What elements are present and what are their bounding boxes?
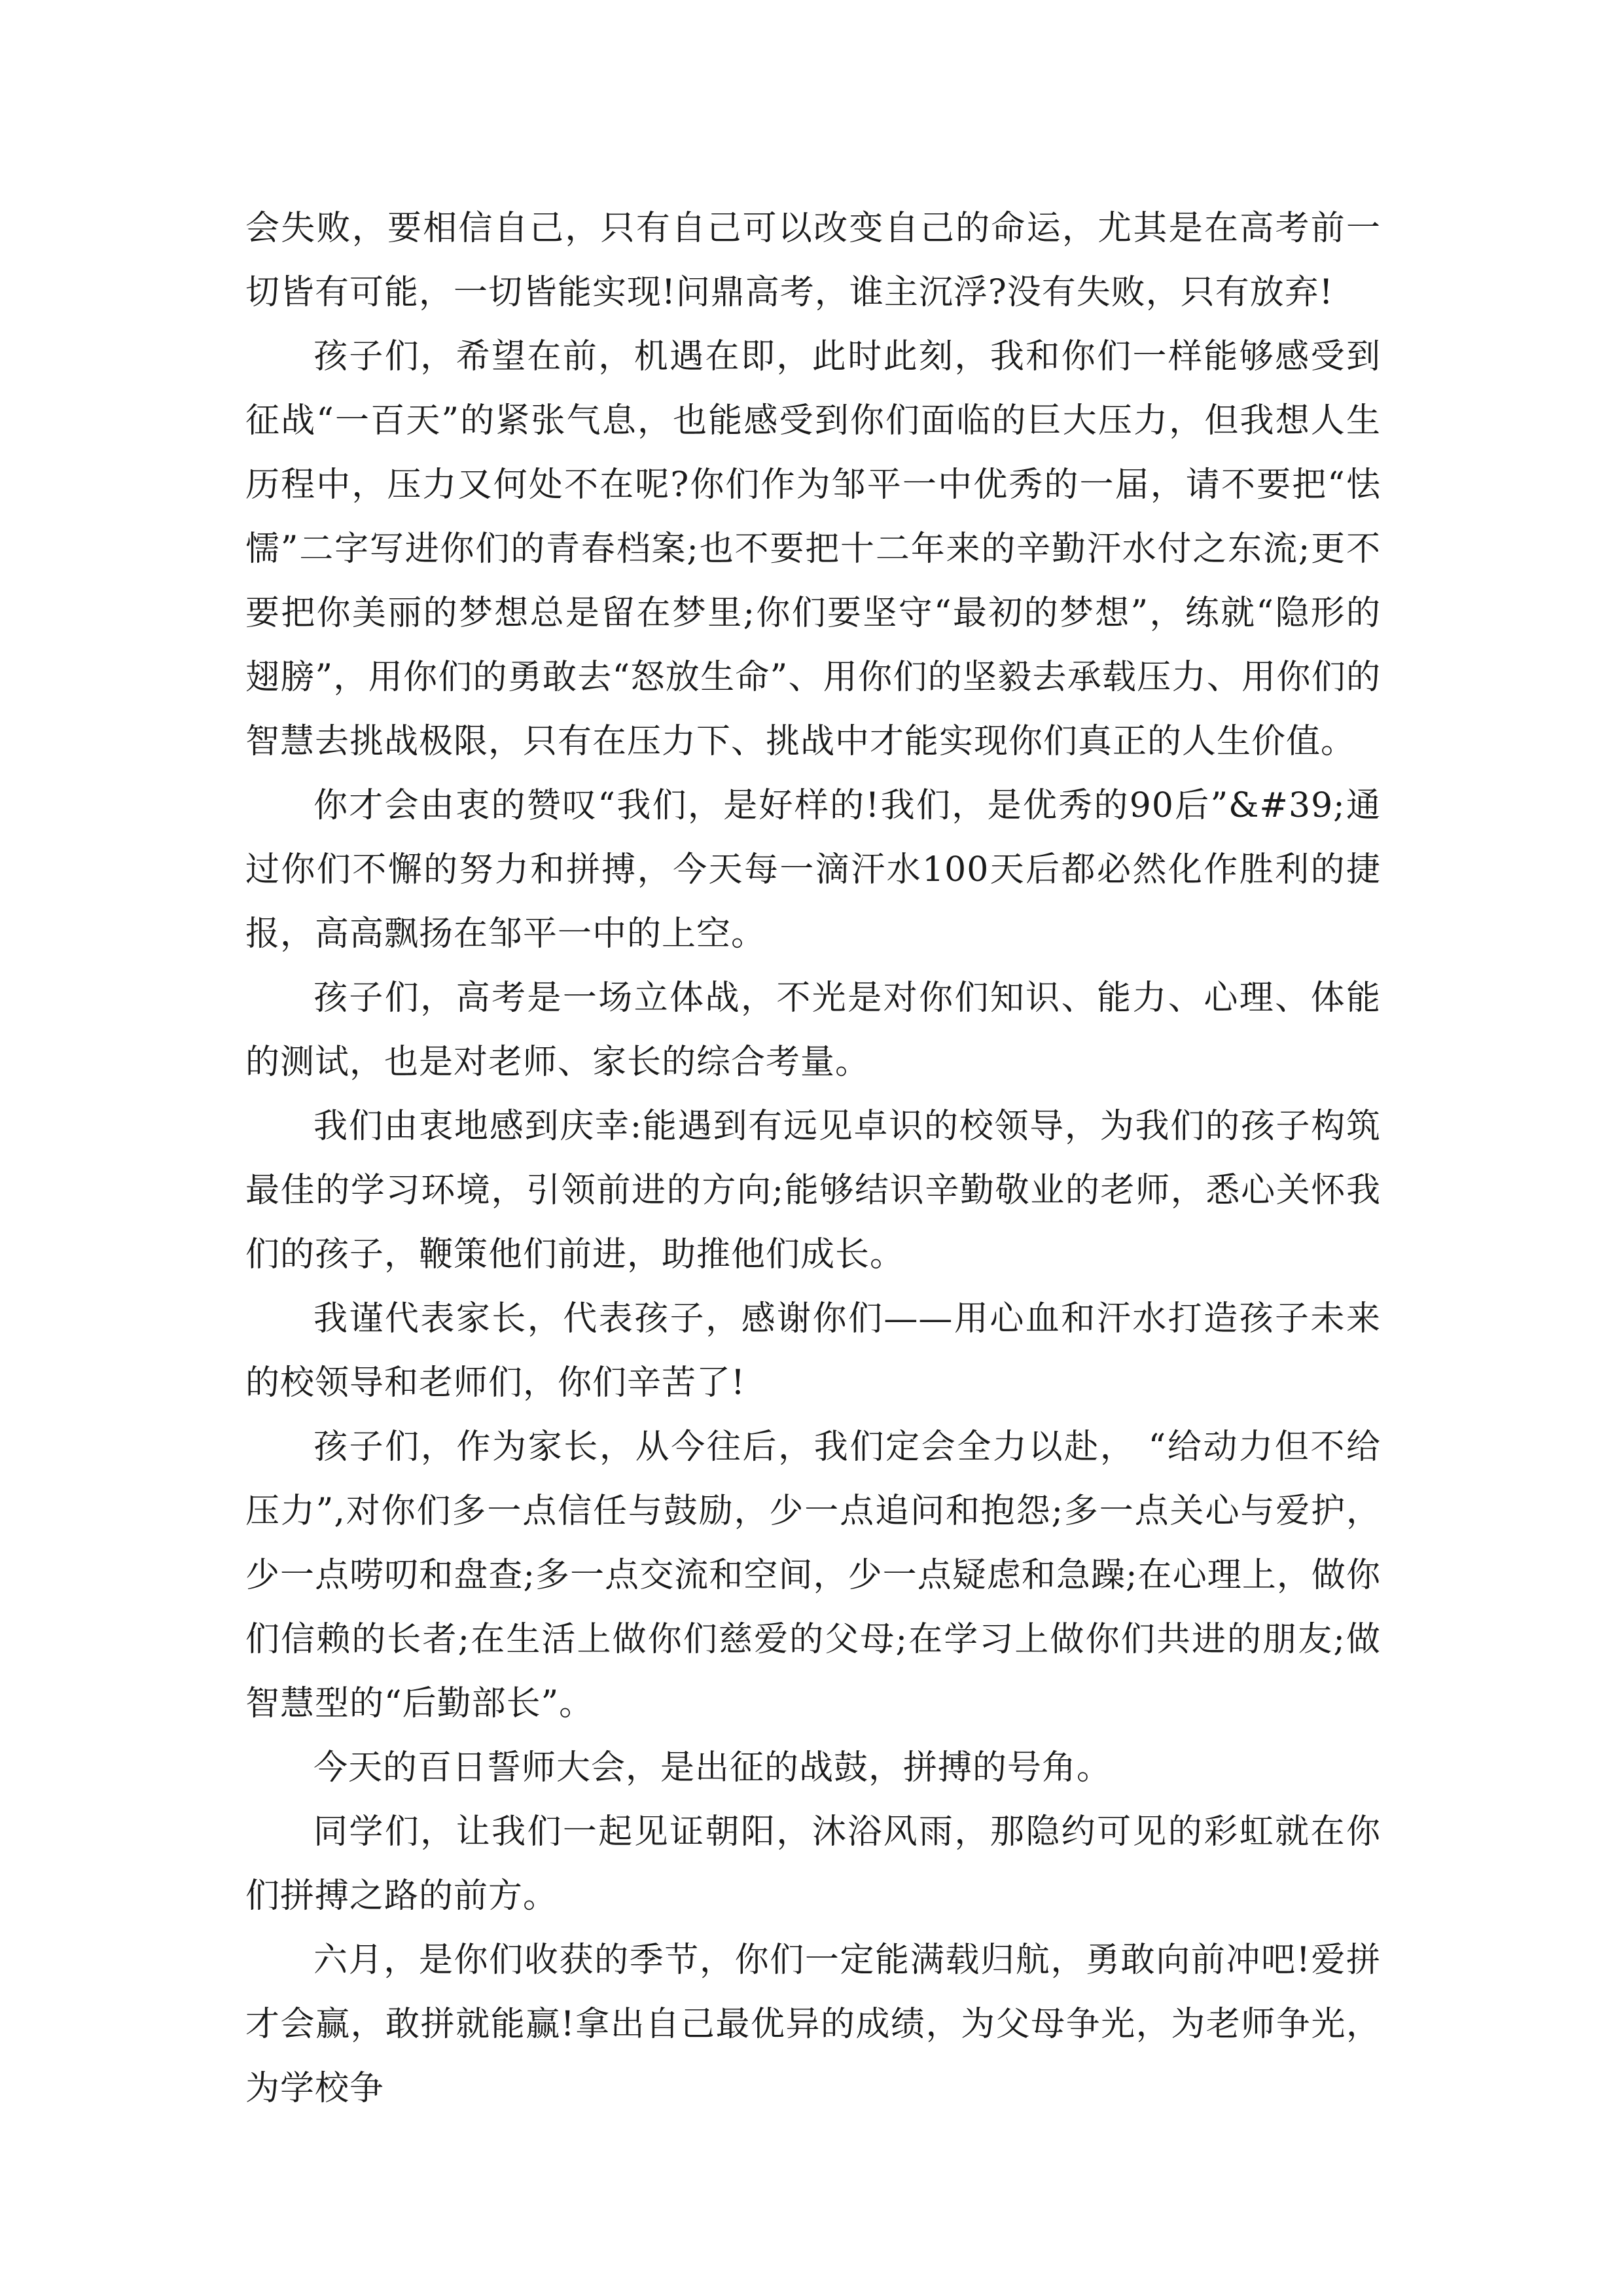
- paragraph-4: 孩子们，高考是一场立体战，不光是对你们知识、能力、心理、体能的测试，也是对老师、家长的综合考量。: [245, 978, 1381, 1082]
- paragraph-6: 我谨代表家长，代表孩子，感谢你们——用心血和汗水打造孩子未来的校领导和老师们，你们辛苦了!: [245, 1299, 1381, 1403]
- paragraph-8: 今天的百日誓师大会，是出征的战鼓，拼搏的号角。: [313, 1748, 1112, 1787]
- paragraph-1: 会失败，要相信自己，只有自己可以改变自己的命运，尤其是在高考前一切皆有可能，一切皆能实现!问鼎高考，谁主沉浮?没有失败，只有放弃!: [245, 209, 1381, 312]
- paragraph-5: 我们由衷地感到庆幸:能遇到有远见卓识的校领导，为我们的孩子构筑最佳的学习环境，引领前进的方向;能够结识辛勤敬业的老师，悉心关怀我们的孩子，鞭策他们前进，助推他们成长。: [245, 1107, 1381, 1274]
- document-body: [245, 196, 1381, 2121]
- paragraph-3: 你才会由衷的赞叹“我们，是好样的!我们，是优秀的90后”&#39;通过你们不懈的努力和拼搏，今天每一滴汗水100天后都必然化作胜利的捷报，高高飘扬在邹平一中的上空。: [245, 786, 1381, 954]
- paragraph-2: 孩子们，希望在前，机遇在即，此时此刻，我和你们一样能够感受到征战“一百天”的紧张气息，也能感受到你们面临的巨大压力，但我想人生历程中，压力又何处不在呢?你们作为邹平一中优秀的一届，请不要把“怯懦”二字写进你们的青春档案;也不要把十二年来的辛勤汗水付之东流;更不要把你美丽的梦想总是留在梦里;你们要坚守“最初的梦想”，练就“隐形的翅膀”，用你们的勇敢去“怒放生命”、用你们的坚毅去承载压力、用你们的智慧去挑战极限，只有在压力下、挑战中才能实现你们真正的人生价值。: [245, 337, 1381, 761]
- paragraph-9: 同学们，让我们一起见证朝阳，沐浴风雨，那隐约可见的彩虹就在你们拼搏之路的前方。: [245, 1812, 1381, 1916]
- paragraph-7: 孩子们，作为家长，从今往后，我们定会全力以赴， “给动力但不给压力”,对你们多一点信任与鼓励，少一点追问和抱怨;多一点关心与爱护，少一点唠叨和盘查;多一点交流和空间，少一点疑虑和急躁;在心理上，做你们信赖的长者;在生活上做你们慈爱的父母;在学习上做你们共进的朋友;做智慧型的“后勤部长”。: [245, 1427, 1381, 1723]
- paragraph-10: 六月，是你们收获的季节，你们一定能满载归航，勇敢向前冲吧!爱拼才会赢，敢拼就能赢!拿出自己最优异的成绩，为父母争光，为老师争光，为学校争: [245, 1941, 1381, 2108]
